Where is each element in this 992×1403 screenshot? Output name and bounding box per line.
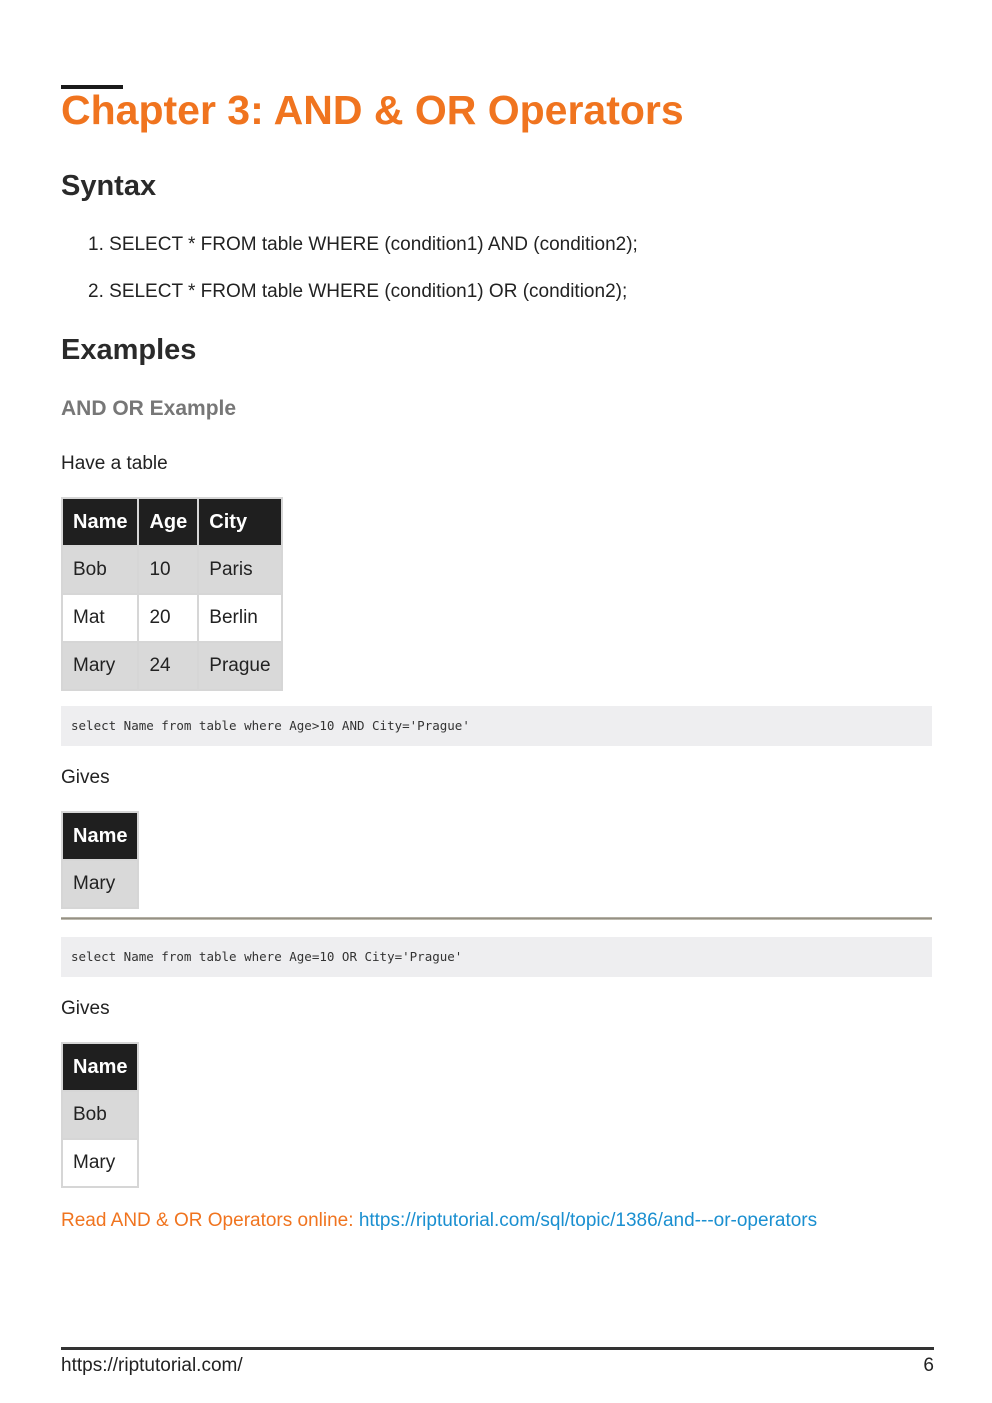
page-number: 6 (923, 1355, 934, 1376)
table-cell: Bob (62, 1091, 138, 1139)
syntax-item (88, 281, 627, 303)
topic-link[interactable]: https://riptutorial.com/sql/topic/1386/and---or-operators (358, 1210, 818, 1231)
syntax-item-text: SELECT * FROM table WHERE (condition1) OR (condition2); (109, 281, 628, 302)
table-row (62, 546, 282, 594)
result-table (61, 811, 139, 909)
syntax-item-number: 1. (88, 234, 104, 255)
read-online (61, 1210, 817, 1232)
table-row (62, 1139, 138, 1187)
column-header-name: Name (62, 812, 138, 860)
table-row (62, 642, 282, 690)
table-row (62, 594, 282, 642)
gives-text: Gives (61, 998, 110, 1019)
syntax-item-text: SELECT * FROM table WHERE (condition1) AND (condition2); (109, 234, 638, 255)
column-header-age: Age (138, 498, 198, 546)
table-cell: Mary (62, 642, 138, 690)
horizontal-divider (61, 917, 932, 920)
table-cell: Mary (62, 1139, 138, 1187)
table-row (62, 860, 138, 908)
footer-url: https://riptutorial.com/ (61, 1355, 243, 1376)
column-header-name: Name (62, 1043, 138, 1091)
column-header-city: City (198, 498, 281, 546)
read-online-prefix: Read AND & OR Operators online: (61, 1210, 359, 1231)
result-table (61, 1042, 139, 1188)
table-header-row (62, 812, 138, 860)
table-cell: Paris (198, 546, 281, 594)
chapter-title: Chapter 3: AND & OR Operators (61, 87, 684, 133)
table-cell: 20 (138, 594, 198, 642)
table-cell: Prague (198, 642, 281, 690)
table-cell: Mat (62, 594, 138, 642)
footer-rule (61, 1347, 934, 1350)
examples-heading: Examples (61, 334, 197, 366)
example-subheading: AND OR Example (61, 397, 237, 420)
syntax-heading: Syntax (61, 170, 157, 202)
source-table (61, 497, 283, 691)
table-cell: Mary (62, 860, 138, 908)
syntax-item (88, 234, 638, 256)
query-code-block: select Name from table where Age>10 AND City='Prague' (61, 706, 932, 746)
column-header-name: Name (62, 498, 138, 546)
document-page (61, 0, 932, 1403)
table-header-row (62, 498, 282, 546)
syntax-item-number: 2. (88, 281, 104, 302)
gives-text: Gives (61, 767, 110, 788)
intro-text: Have a table (61, 453, 168, 474)
query-code-block: select Name from table where Age=10 OR City='Prague' (61, 937, 932, 977)
table-cell: Berlin (198, 594, 281, 642)
table-cell: 10 (138, 546, 198, 594)
table-cell: 24 (138, 642, 198, 690)
table-header-row (62, 1043, 138, 1091)
table-cell: Bob (62, 546, 138, 594)
table-row (62, 1091, 138, 1139)
